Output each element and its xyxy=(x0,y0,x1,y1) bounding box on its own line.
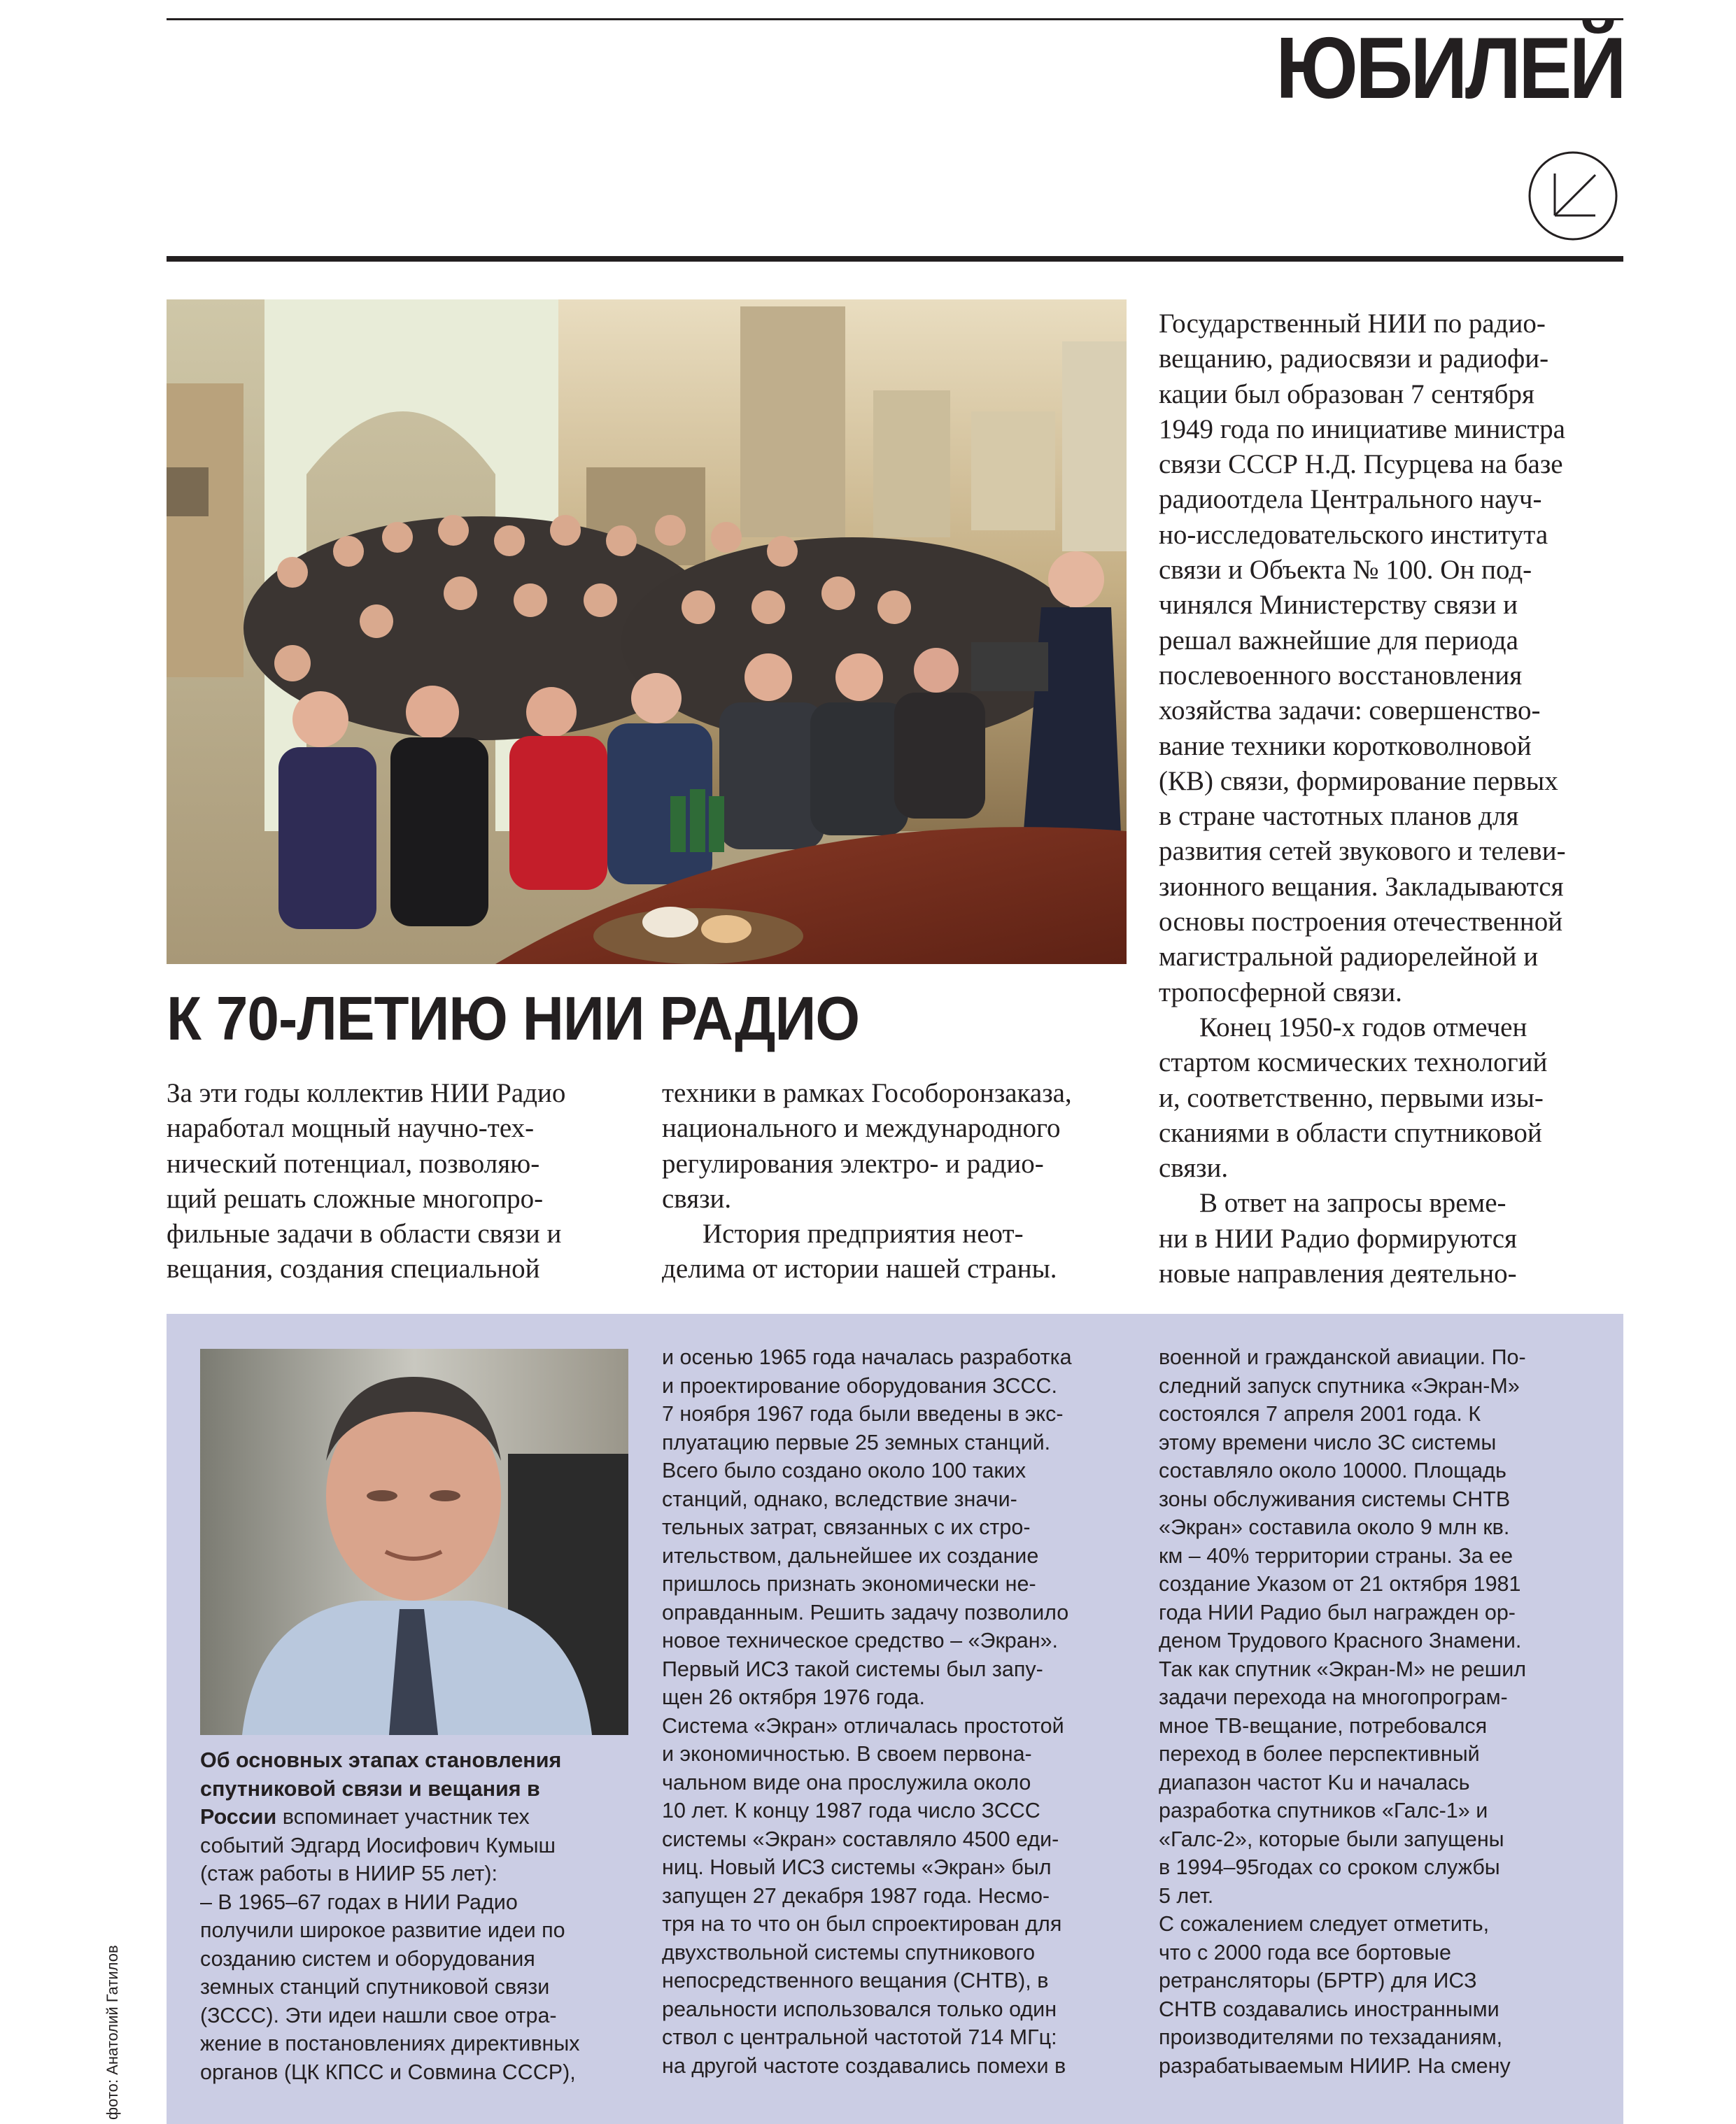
text-line: «Экран» составила около 9 млн кв. xyxy=(1159,1515,1510,1539)
sidebar-intro-text: вспоминает участник тех xyxy=(276,1805,530,1829)
text-line: Государственный НИИ по радио- xyxy=(1159,309,1546,339)
sidebar-col-3 xyxy=(1159,1343,1621,2080)
text-line: Система «Экран» отличалась простотой xyxy=(662,1713,1064,1738)
text-line: ни в НИИ Радио формируются xyxy=(1159,1223,1517,1254)
text-line: зионного вещания. Закладываются xyxy=(1159,871,1564,902)
text-line: составляло около 10000. Площадь xyxy=(1159,1459,1506,1482)
text-line: чинялся Министерству связи и xyxy=(1159,590,1518,621)
text-line: 10 лет. К концу 1987 года число ЗССС xyxy=(662,1799,1040,1822)
text-line: оправданным. Решить задачу позволило xyxy=(662,1600,1069,1624)
text-line: станций, однако, вследствие значи- xyxy=(662,1487,1017,1511)
text-line: 1949 года по инициативе министра xyxy=(1159,413,1565,444)
text-line: года НИИ Радио был награжден ор- xyxy=(1159,1600,1516,1624)
text-line: на другой частоте создавались помехи в xyxy=(662,2053,1066,2078)
col-right-text xyxy=(1159,306,1628,1291)
text-line: (ЗССС). Эти идеи нашли свое отра- xyxy=(200,2003,557,2027)
text-line: стартом космических технологий xyxy=(1159,1047,1548,1078)
text-line: разрабатываемым НИИР. На смену xyxy=(1159,2053,1511,2078)
text-line: задачи перехода на многопрограм- xyxy=(1159,1685,1508,1709)
text-line: щий решать сложные многопро- xyxy=(167,1183,544,1214)
text-line: этому времени число ЗС системы xyxy=(1159,1430,1497,1454)
text-line: тропосферной связи. xyxy=(1159,977,1402,1007)
text-line: плуатацию первые 25 земных станций. xyxy=(662,1430,1051,1454)
text-line: радиоотдела Центрального науч- xyxy=(1159,484,1542,515)
text-line: щен 26 октября 1976 года. xyxy=(662,1685,925,1709)
text-line: непосредственного вещания (СНТВ), в xyxy=(662,1969,1049,1992)
text-line: «Галс-2», которые были запущены xyxy=(1159,1827,1504,1851)
text-line: связи и Объекта № 100. Он под- xyxy=(1159,555,1532,586)
sidebar-intro-bold: Об основных этапах становления xyxy=(200,1748,562,1772)
text-line: национального и международного xyxy=(662,1113,1061,1144)
text-line: – В 1965–67 годах в НИИ Радио xyxy=(200,1890,518,1914)
text-line: двухствольной системы спутникового xyxy=(662,1940,1036,1964)
text-line: деном Трудового Красного Знамени. xyxy=(1159,1629,1522,1652)
text-line: вание техники коротковолновой xyxy=(1159,730,1532,761)
text-line: сканиями в области спутниковой xyxy=(1159,1117,1542,1148)
text-line: основы построения отечественной xyxy=(1159,907,1563,937)
text-line: вещанию, радиосвязи и радиофи- xyxy=(1159,344,1549,374)
text-line: В ответ на запросы време- xyxy=(1199,1188,1506,1219)
text-line: техники в рамках Гособоронзаказа, xyxy=(662,1078,1072,1108)
text-line: Всего было создано около 100 таких xyxy=(662,1459,1026,1482)
text-line: зоны обслуживания системы СНТВ xyxy=(1159,1487,1511,1511)
text-line: делима от истории нашей страны. xyxy=(662,1254,1057,1284)
text-line: магистральной радиорелейной и xyxy=(1159,942,1539,972)
text-line: 5 лет. xyxy=(1159,1883,1214,1908)
header-rule xyxy=(167,256,1623,262)
text-line: производителями по техзаданиям, xyxy=(1159,2025,1503,2049)
text-line: состоялся 7 апреля 2001 года. К xyxy=(1159,1402,1481,1426)
text-line: и осенью 1965 года началась разработка xyxy=(662,1345,1072,1369)
text-line: ниц. Новый ИСЗ системы «Экран» был xyxy=(662,1855,1052,1879)
text-line: связи СССР Н.Д. Псурцева на базе xyxy=(1159,449,1563,480)
text-line: ретрансляторы (БРТР) для ИСЗ xyxy=(1159,1969,1477,1992)
text-line: создание Указом от 21 октября 1981 xyxy=(1159,1572,1521,1596)
text-line: История предприятия неот- xyxy=(703,1219,1024,1249)
text-line: (стаж работы в НИИР 55 лет): xyxy=(200,1862,498,1885)
sidebar-intro-bold: спутниковой связи и вещания в xyxy=(200,1776,540,1801)
text-line: переход в более перспективный xyxy=(1159,1742,1480,1766)
text-line: ительством, дальнейшее их создание xyxy=(662,1543,1039,1568)
col-left-text xyxy=(167,1076,642,1287)
meeting-photo xyxy=(167,299,1127,964)
text-line: военной и гражданской авиации. По- xyxy=(1159,1345,1526,1369)
text-line: ствол с центральной частотой 714 МГц: xyxy=(662,2025,1057,2049)
text-line: наработал мощный научно-тех- xyxy=(167,1113,535,1144)
text-line: и, соответственно, первыми изы- xyxy=(1159,1082,1544,1113)
text-line: хозяйства задачи: совершенство- xyxy=(1159,695,1541,726)
text-line: Так как спутник «Экран-М» не решил xyxy=(1159,1657,1527,1681)
sidebar-col-1 xyxy=(200,1746,648,2086)
text-line: С сожалением следует отметить, xyxy=(1159,1912,1490,1936)
sidebar-col-2 xyxy=(662,1343,1138,2080)
text-line: развития сетей звукового и телеви- xyxy=(1159,836,1566,867)
text-line: вещания, создания специальной xyxy=(167,1254,540,1284)
text-line: мное ТВ-вещание, потребовался xyxy=(1159,1713,1488,1738)
text-line: следний запуск спутника «Экран-М» xyxy=(1159,1373,1520,1398)
text-line: связи. xyxy=(1159,1153,1229,1184)
text-line: связи. xyxy=(662,1183,732,1214)
text-line: разработка спутников «Галс-1» и xyxy=(1159,1799,1488,1822)
article-headline: К 70-ЛЕТИЮ НИИ РАДИО xyxy=(167,984,860,1053)
text-line: чальном виде она прослужила около xyxy=(662,1770,1031,1794)
section-label: ЮБИЛЕЙ xyxy=(1276,20,1624,117)
text-line: получили широкое развитие идеи по xyxy=(200,1918,565,1942)
text-line: новое техническое средство – «Экран». xyxy=(662,1629,1058,1652)
text-line: нический потенциал, позволяю- xyxy=(167,1148,540,1179)
text-line: в стране частотных планов для xyxy=(1159,801,1519,832)
text-line: органов (ЦК КПСС и Совмина СССР), xyxy=(200,2060,576,2084)
text-line: реальности использовался только один xyxy=(662,1997,1057,2021)
text-line: (КВ) связи, формирование первых xyxy=(1159,765,1558,796)
text-line: 7 ноября 1967 года были введены в экс- xyxy=(662,1402,1064,1426)
text-line: и экономичностью. В своем первона- xyxy=(662,1742,1032,1766)
portrait-photo xyxy=(200,1349,628,1735)
text-line: тря на то что он был спроектирован для xyxy=(662,1912,1062,1936)
text-line: Конец 1950-х годов отмечен xyxy=(1199,1012,1527,1042)
text-line: Первый ИСЗ такой системы был запу- xyxy=(662,1657,1043,1681)
text-line: что с 2000 года все бортовые xyxy=(1159,1940,1451,1964)
text-line: регулирования электро- и радио- xyxy=(662,1148,1044,1179)
text-line: в 1994–95годах со сроком службы xyxy=(1159,1855,1500,1879)
text-line: жение в постановлениях директивных xyxy=(200,2032,580,2055)
text-line: созданию систем и оборудования xyxy=(200,1946,535,1971)
text-line: решал важнейшие для периода xyxy=(1159,625,1518,656)
text-line: послевоенного восстановления xyxy=(1159,660,1523,691)
text-line: СНТВ создавались иностранными xyxy=(1159,1997,1499,2021)
col-mid-text xyxy=(662,1076,1138,1287)
text-line: тельных затрат, связанных с их стро- xyxy=(662,1515,1031,1539)
text-line: новые направления деятельно- xyxy=(1159,1259,1517,1289)
text-line: земных станций спутниковой связи xyxy=(200,1975,550,1999)
text-line: событий Эдгард Иосифович Кумыш xyxy=(200,1833,556,1857)
text-line: пришлось признать экономически не- xyxy=(662,1572,1036,1596)
text-line: км – 40% территории страны. За ее xyxy=(1159,1543,1513,1568)
text-line: кации был образован 7 сентября xyxy=(1159,378,1534,409)
text-line: диапазон частот Ku и началась xyxy=(1159,1770,1470,1794)
text-line: За эти годы коллектив НИИ Радио xyxy=(167,1078,566,1108)
journal-logo-icon xyxy=(1527,150,1619,242)
sidebar-intro-bold: России xyxy=(200,1805,277,1829)
text-line: но-исследовательского института xyxy=(1159,519,1548,550)
text-line: и проектирование оборудования ЗССС. xyxy=(662,1373,1058,1398)
text-line: системы «Экран» составляло 4500 еди- xyxy=(662,1827,1059,1851)
text-line: запущен 27 декабря 1987 года. Несмо- xyxy=(662,1883,1050,1908)
text-line: фильные задачи в области связи и xyxy=(167,1219,562,1249)
photo-credit: фото: Анатолий Гатилов xyxy=(104,1945,121,2120)
